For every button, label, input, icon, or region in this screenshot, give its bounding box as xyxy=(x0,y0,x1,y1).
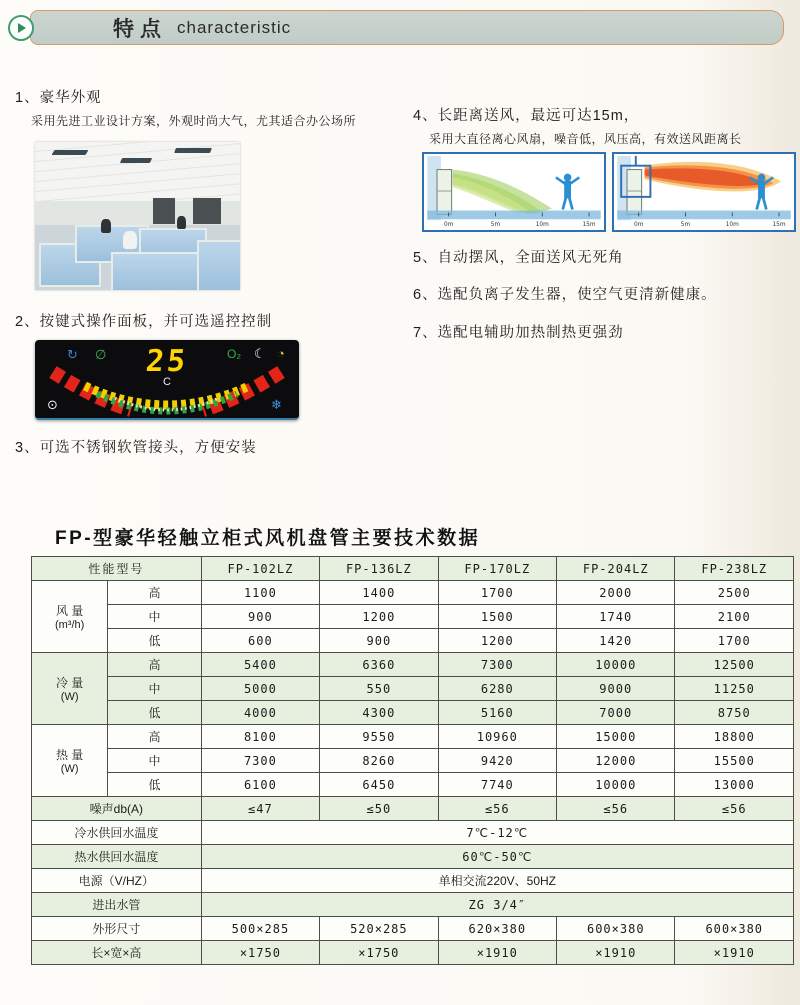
value-cell: 18800 xyxy=(675,725,794,749)
value-cell: 7740 xyxy=(438,773,556,797)
eco-leaf-icon: ∅ xyxy=(95,347,107,362)
value-cell: 15500 xyxy=(675,749,794,773)
value-cell: 6100 xyxy=(201,773,319,797)
clock-icon: ⊙ xyxy=(47,397,58,412)
group-unit: (W) xyxy=(60,763,79,775)
table-row xyxy=(32,773,794,797)
control-panel-display xyxy=(35,340,299,420)
value-cell: 7300 xyxy=(201,749,319,773)
photo-art xyxy=(120,158,152,163)
tick-5m: 5m xyxy=(680,222,691,229)
value-cell: 10000 xyxy=(557,773,675,797)
value-cell: 900 xyxy=(320,629,438,653)
section-header xyxy=(30,10,784,45)
value-cell: 9420 xyxy=(438,749,556,773)
value-cell: 10000 xyxy=(557,653,675,677)
value-cell: 550 xyxy=(320,677,438,701)
lwh-label: 长×宽×高 xyxy=(32,941,202,965)
feature-6 xyxy=(413,283,717,304)
value-cell: 1200 xyxy=(320,605,438,629)
spec-table xyxy=(31,556,794,965)
value-cell: 2500 xyxy=(675,581,794,605)
value-cell: 10960 xyxy=(438,725,556,749)
table-row xyxy=(32,629,794,653)
feature-1-label: 1、豪华外观 xyxy=(15,90,102,106)
group-airflow-label xyxy=(32,581,108,653)
model-header: FP-170LZ xyxy=(438,557,556,581)
value-cell: 600 xyxy=(201,629,319,653)
photo-art xyxy=(111,252,201,290)
level-cell: 高 xyxy=(108,725,201,749)
group-heating-label xyxy=(32,725,108,797)
dims-value: 600×380 xyxy=(557,917,675,941)
snowflake-icon: ❄ xyxy=(271,397,282,412)
model-header: FP-102LZ xyxy=(201,557,319,581)
photo-person xyxy=(177,216,186,229)
model-header: FP-204LZ xyxy=(557,557,675,581)
noise-value: ≤56 xyxy=(675,797,794,821)
feature-2-label: 2、按键式操作面板，并可选遥控控制 xyxy=(15,314,273,330)
feature-1-desc: 采用先进工业设计方案，外观时尚大气，尤其适合办公场所 xyxy=(31,114,357,128)
span-value: ZG 3/4″ xyxy=(201,893,793,917)
value-cell: 1100 xyxy=(201,581,319,605)
lwh-value: ×1910 xyxy=(557,941,675,965)
value-cell: 1500 xyxy=(438,605,556,629)
span-label: 进出水管 xyxy=(32,893,202,917)
dims-value: 500×285 xyxy=(201,917,319,941)
value-cell: 5160 xyxy=(438,701,556,725)
level-cell: 低 xyxy=(108,773,201,797)
noise-value: ≤47 xyxy=(201,797,319,821)
airflow-diagram-orange xyxy=(612,152,796,232)
triangle-glyph xyxy=(18,23,26,33)
span-label: 热水供回水温度 xyxy=(32,845,202,869)
level-cell: 中 xyxy=(108,605,201,629)
table-row xyxy=(32,581,794,605)
group-name: 热 量 xyxy=(55,748,84,762)
feature-5-label: 5、自动摆风，全面送风无死角 xyxy=(413,250,624,266)
group-unit: (W) xyxy=(60,691,79,703)
photo-art xyxy=(52,150,89,155)
span-label: 冷水供回水温度 xyxy=(32,821,202,845)
tick-10m: 10m xyxy=(535,222,549,229)
play-bullet-icon xyxy=(8,15,34,41)
feature-3 xyxy=(15,436,257,457)
value-cell: 900 xyxy=(201,605,319,629)
value-cell: 8750 xyxy=(675,701,794,725)
level-cell: 低 xyxy=(108,701,201,725)
span-value: 7℃-12℃ xyxy=(201,821,793,845)
tick-15m: 15m xyxy=(772,222,786,229)
value-cell: 5400 xyxy=(201,653,319,677)
feature-5 xyxy=(413,246,624,267)
table-row-lwh xyxy=(32,941,794,965)
feature-4 xyxy=(413,104,742,147)
office-photo xyxy=(35,142,240,290)
noise-value: ≤56 xyxy=(438,797,556,821)
table-row xyxy=(32,725,794,749)
span-label: 电源（V/HZ） xyxy=(32,869,202,893)
table-row xyxy=(32,701,794,725)
tick-0m: 0m xyxy=(444,222,454,229)
value-cell: 12000 xyxy=(557,749,675,773)
value-cell: 15000 xyxy=(557,725,675,749)
table-row-dimensions xyxy=(32,917,794,941)
feature-7 xyxy=(413,321,624,342)
level-cell: 中 xyxy=(108,677,201,701)
value-cell: 1740 xyxy=(557,605,675,629)
value-cell: 8100 xyxy=(201,725,319,749)
dims-value: 520×285 xyxy=(320,917,438,941)
value-cell: 6450 xyxy=(320,773,438,797)
group-name: 风 量 xyxy=(55,604,84,618)
feature-4-desc: 采用大直径离心风扇，噪音低，风压高，有效送风距离长 xyxy=(429,132,742,146)
model-header: FP-238LZ xyxy=(675,557,794,581)
value-cell: 9000 xyxy=(557,677,675,701)
photo-person xyxy=(123,231,137,249)
value-cell: 4300 xyxy=(320,701,438,725)
level-cell: 高 xyxy=(108,581,201,605)
group-name: 冷 量 xyxy=(55,676,84,690)
span-value: 60℃-50℃ xyxy=(201,845,793,869)
temperature-unit: C xyxy=(163,376,171,388)
dims-label: 外形尺寸 xyxy=(32,917,202,941)
group-cooling-label xyxy=(32,653,108,725)
lwh-value: ×1910 xyxy=(438,941,556,965)
value-cell: 2000 xyxy=(557,581,675,605)
dims-value: 600×380 xyxy=(675,917,794,941)
table-row xyxy=(32,605,794,629)
value-cell: 11250 xyxy=(675,677,794,701)
swing-icon: ↻ xyxy=(67,347,78,362)
tick-0m: 0m xyxy=(634,222,644,229)
noise-value: ≤50 xyxy=(320,797,438,821)
value-cell: 2100 xyxy=(675,605,794,629)
tick-15m: 15m xyxy=(582,222,596,229)
feature-1 xyxy=(15,86,356,129)
value-cell: 13000 xyxy=(675,773,794,797)
value-cell: 4000 xyxy=(201,701,319,725)
tick-5m: 5m xyxy=(490,222,501,229)
model-header: FP-136LZ xyxy=(320,557,438,581)
group-unit: (m³/h) xyxy=(54,619,85,631)
value-cell: 9550 xyxy=(320,725,438,749)
lwh-value: ×1750 xyxy=(201,941,319,965)
lwh-value: ×1910 xyxy=(675,941,794,965)
noise-value: ≤56 xyxy=(557,797,675,821)
photo-person xyxy=(101,219,111,233)
value-cell: 7000 xyxy=(557,701,675,725)
feature-3-label: 3、可选不锈钢软管接头，方便安装 xyxy=(15,440,257,456)
photo-art xyxy=(174,148,212,153)
value-cell: 1400 xyxy=(320,581,438,605)
table-title: FP-型豪华轻触立柜式风机盘管主要技术数据 xyxy=(55,528,481,549)
tick-10m: 10m xyxy=(725,222,739,229)
feature-7-label: 7、选配电辅助加热制热更强劲 xyxy=(413,325,624,341)
temperature-readout: 25 xyxy=(144,344,190,379)
section-title-zh: 特点 xyxy=(113,17,167,41)
value-cell: 6360 xyxy=(320,653,438,677)
table-row xyxy=(32,749,794,773)
noise-label: 噪声db(A) xyxy=(32,797,202,821)
value-cell: 1700 xyxy=(675,629,794,653)
value-cell: 1700 xyxy=(438,581,556,605)
value-cell: 1200 xyxy=(438,629,556,653)
o2-ionizer-icon: O₂ xyxy=(227,347,241,361)
table-row-header xyxy=(32,557,794,581)
table-row-pipe xyxy=(32,893,794,917)
value-cell: 7300 xyxy=(438,653,556,677)
level-cell: 中 xyxy=(108,749,201,773)
header-label-cell: 性能型号 xyxy=(32,557,202,581)
table-row xyxy=(32,677,794,701)
table-row-chilled-water xyxy=(32,821,794,845)
value-cell: 12500 xyxy=(675,653,794,677)
section-title-en: characteristic xyxy=(177,17,292,37)
feature-4-label: 4、长距离送风，最远可达15m， xyxy=(413,108,640,124)
temperature-arc xyxy=(35,366,299,418)
photo-art xyxy=(197,240,240,290)
lwh-value: ×1750 xyxy=(320,941,438,965)
feature-6-label: 6、选配负离子发生器，使空气更清新健康。 xyxy=(413,287,717,303)
airflow-diagram-green xyxy=(422,152,606,232)
level-cell: 低 xyxy=(108,629,201,653)
table-row xyxy=(32,653,794,677)
photo-art xyxy=(153,198,175,224)
photo-art xyxy=(193,198,221,224)
level-cell: 高 xyxy=(108,653,201,677)
moon-sleep-icon: ☾ xyxy=(254,346,266,361)
feature-2 xyxy=(15,310,272,331)
value-cell: 1420 xyxy=(557,629,675,653)
dims-value: 620×380 xyxy=(438,917,556,941)
value-cell: 6280 xyxy=(438,677,556,701)
timer-icon: ◔ xyxy=(277,346,285,361)
table-row-hot-water xyxy=(32,845,794,869)
span-value: 单相交流220V、50HZ xyxy=(201,869,793,893)
table-row-noise xyxy=(32,797,794,821)
value-cell: 5000 xyxy=(201,677,319,701)
table-row-power xyxy=(32,869,794,893)
value-cell: 8260 xyxy=(320,749,438,773)
